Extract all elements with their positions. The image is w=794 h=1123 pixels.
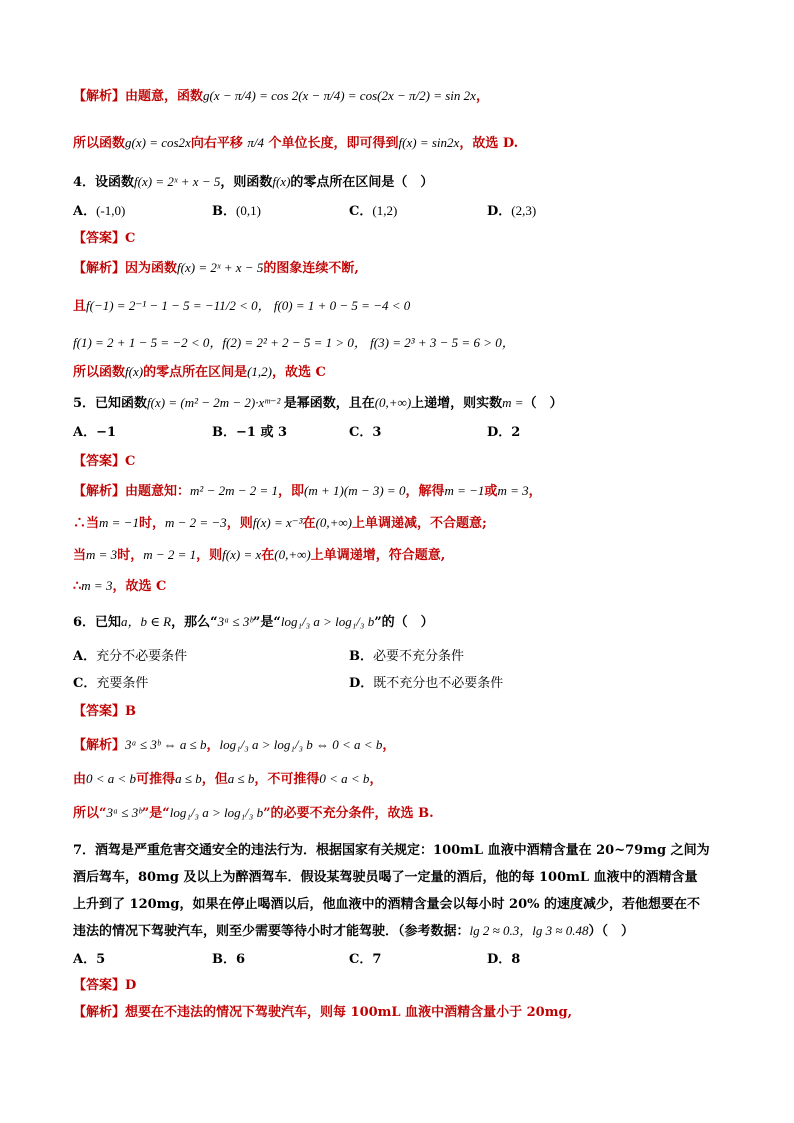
formula: g(x − π/4) = cos 2(x − π/4) = cos(2x − π/2) = sin 2x — [203, 88, 476, 103]
formula: m = 3 — [81, 578, 113, 593]
option-value: (2,3) — [511, 203, 537, 218]
text: 且 — [73, 299, 87, 314]
question-7-stem-line-1: 7．酒驾是严重危害交通安全的违法行为．根据国家有关规定：100mL 血液中酒精含量在 20~79mg 之间为 — [73, 843, 710, 858]
q6-option-b[interactable] — [349, 648, 464, 666]
formula: f(x) — [272, 174, 291, 189]
option-label: C． — [73, 676, 97, 691]
option-label: B． — [212, 204, 236, 219]
text: 个单位长度，即可得到 — [268, 136, 399, 151]
text: ，则 — [226, 516, 253, 531]
text: 由题意知： — [125, 484, 191, 499]
option-value: 5 — [96, 952, 106, 967]
punct: ， — [475, 89, 489, 104]
text: 所以“ — [73, 806, 107, 821]
option-value: (-1,0) — [96, 203, 126, 218]
q5-option-b[interactable] — [212, 424, 287, 442]
formula: 3ᵃ ≤ 3ᵇ — [217, 614, 253, 629]
option-label: D． — [487, 425, 512, 440]
text: 5．已知函数 — [73, 396, 148, 411]
text: 时， — [117, 548, 144, 563]
text: ， — [382, 738, 396, 753]
formula: m − 2 = −3 — [164, 515, 227, 530]
q4-analysis-4 — [73, 363, 326, 382]
formula: m = 3 — [86, 547, 118, 562]
analysis-tag: 【解析】 — [73, 89, 126, 104]
q6-option-d[interactable] — [349, 675, 503, 693]
formula: m = −1 — [444, 483, 485, 498]
q7-analysis-1 — [73, 1004, 572, 1022]
formula: π/4 — [247, 135, 264, 150]
formula: (0,+∞) — [274, 547, 311, 562]
text: 违法的情况下驾驶汽车，则至少需要等待小时才能驾驶．（参考数据： — [73, 924, 470, 939]
option-value: 2 — [511, 425, 521, 440]
text: 在 — [302, 516, 316, 531]
option-label: A． — [73, 204, 97, 219]
text: ， — [206, 738, 220, 753]
text: ，解得 — [405, 484, 445, 499]
question-7-stem-line-4 — [73, 922, 634, 941]
text: 当 — [73, 548, 87, 563]
text: ”的（ ） — [374, 615, 434, 630]
formula: log₁/₃ a > log₁/₃ b ⇔ 0 < a < b — [219, 737, 383, 752]
option-label: A． — [73, 952, 97, 967]
text: 想要在不违法的情况下驾驶汽车，则每 100mL 血液中酒精含量小于 20mg, — [125, 1005, 573, 1020]
q5-analysis-4 — [73, 577, 166, 596]
option-label: C． — [349, 952, 373, 967]
question-4-stem — [73, 173, 433, 192]
q4-analysis-3 — [73, 334, 515, 353]
option-value: 6 — [236, 952, 246, 967]
formula: a ≤ b — [175, 771, 202, 786]
formula: 0 < a < b — [319, 771, 370, 786]
text: ∴当 — [73, 516, 100, 531]
formula: (0,+∞) — [374, 395, 412, 410]
q6-analysis-1 — [73, 736, 395, 755]
text: 可推得 — [136, 772, 176, 787]
q6-answer: 【答案】B — [73, 704, 136, 719]
q4-analysis-1 — [73, 259, 359, 278]
q7-option-b[interactable] — [212, 951, 245, 969]
option-value: 充要条件 — [96, 676, 149, 691]
q5-option-c[interactable] — [349, 424, 381, 442]
formula: 0 < a < b — [86, 771, 137, 786]
option-value: 充分不必要条件 — [96, 649, 188, 664]
text: ，但 — [201, 772, 228, 787]
text: 上单调递增，符合题意, — [310, 548, 446, 563]
analysis-tag: 【解析】 — [73, 738, 126, 753]
text: ，故选 C — [272, 365, 326, 380]
q7-option-c[interactable] — [349, 951, 381, 969]
q4-option-b[interactable] — [212, 202, 261, 221]
q7-option-d[interactable] — [487, 951, 520, 969]
option-value: −1 — [96, 425, 117, 440]
option-label: D． — [349, 676, 374, 691]
formula: f(x) = x — [222, 547, 262, 562]
option-value: (1,2) — [372, 203, 398, 218]
formula: f(1) = 2 + 1 − 5 = −2 < 0，f(2) = 2² + 2 − 5 = 1 > 0， f(3) = 2³ + 3 − 5 = 6 > 0， — [73, 335, 515, 350]
text: 上单调递减，不合题意; — [352, 516, 487, 531]
text: ”是“ — [252, 615, 281, 630]
q4-analysis-2 — [73, 297, 410, 316]
text: 4．设函数 — [73, 175, 135, 190]
analysis-tag: 【解析】 — [73, 484, 126, 499]
question-6-stem — [73, 613, 434, 632]
formula: 3ᵃ ≤ 3ᵇ ⇔ a ≤ b — [125, 737, 207, 752]
text: ∴ — [73, 579, 82, 594]
option-label: A． — [73, 425, 97, 440]
text: 6．已知 — [73, 615, 122, 630]
text: 的零点所在区间是 — [143, 365, 248, 380]
q6-option-c[interactable] — [73, 675, 148, 693]
option-value: 3 — [372, 425, 382, 440]
formula: (1,2) — [247, 364, 272, 379]
q7-answer: 【答案】D — [73, 978, 137, 993]
formula: (m + 1)(m − 3) = 0 — [304, 483, 406, 498]
q5-option-d[interactable] — [487, 424, 520, 442]
formula: m = 3 — [497, 483, 529, 498]
formula: 3ᵃ ≤ 3ᵇ — [106, 805, 142, 820]
formula: f(x) — [125, 364, 144, 379]
text: 是幂函数，且在 — [283, 396, 375, 411]
formula: log₁/₃ a > log₁/₃ b — [280, 614, 375, 629]
option-label: A． — [73, 649, 97, 664]
option-label: C． — [349, 204, 373, 219]
formula: m = −1 — [99, 515, 139, 530]
formula: m² − 2m − 2 = 1 — [190, 483, 279, 498]
formula: f(x) = 2ˣ + x − 5 — [177, 260, 264, 275]
text: 时， — [138, 516, 165, 531]
text: ”是“ — [141, 806, 170, 821]
q6-option-a[interactable] — [73, 648, 187, 666]
formula: m − 2 = 1 — [143, 547, 197, 562]
formula: log₁/₃ a > log₁/₃ b — [169, 805, 264, 820]
option-value: (0,1) — [236, 203, 261, 218]
text: ”的必要不充分条件，故选 B. — [263, 806, 434, 821]
formula: a，b ∈ R — [121, 614, 172, 629]
option-label: D． — [487, 204, 512, 219]
text: 所以函数 — [73, 136, 126, 151]
question-5-stem — [73, 394, 563, 413]
formula: a ≤ b — [227, 771, 255, 786]
q5-option-a[interactable] — [73, 424, 116, 442]
text: 所以函数 — [73, 365, 126, 380]
text: 因为函数 — [125, 261, 178, 276]
q6-analysis-2 — [73, 770, 382, 789]
question-7-stem-line-2: 酒后驾车，80mg 及以上为醉酒驾车．假设某驾驶员喝了一定量的酒后，他的每 100mL 血液中的酒精含量 — [73, 870, 698, 885]
option-label: B． — [212, 425, 236, 440]
formula: f(−1) = 2⁻¹ − 1 − 5 = −11/2 < 0， f(0) = 1 + 0 − 5 = −4 < 0 — [86, 298, 411, 313]
text: ， — [528, 484, 542, 499]
text: 上递增，则实数 — [411, 396, 503, 411]
text: 或 — [484, 484, 498, 499]
option-value: 既不充分也不必要条件 — [373, 676, 504, 691]
option-label: D． — [487, 952, 512, 967]
text: ，则函数 — [220, 175, 273, 190]
option-value: −1 或 3 — [236, 425, 288, 440]
text: 向右平移 — [190, 136, 243, 151]
text: ，则 — [196, 548, 223, 563]
q5-analysis-1 — [73, 482, 542, 501]
text: ，那么“ — [171, 615, 218, 630]
formula: f(x) = (m² − 2m − 2)·xᵐ⁻² — [147, 395, 284, 410]
option-label: B． — [349, 649, 373, 664]
text: 在 — [261, 548, 275, 563]
option-value: 7 — [372, 952, 382, 967]
text: ，不可推得 — [254, 772, 320, 787]
q7-option-a[interactable] — [73, 951, 105, 969]
q4-option-a[interactable] — [73, 202, 125, 221]
option-value: 必要不充分条件 — [373, 649, 465, 664]
q4-option-c[interactable] — [349, 202, 397, 221]
analysis-text: 由题意，函数 — [125, 89, 204, 104]
text: （ ） — [523, 396, 563, 411]
q5-analysis-2 — [73, 514, 487, 533]
q4-option-d[interactable] — [487, 202, 536, 221]
text: ）（ ） — [588, 924, 635, 939]
formula: m = — [502, 395, 524, 410]
option-label: C． — [349, 425, 373, 440]
text: ，故选 C — [112, 579, 167, 594]
q6-analysis-3 — [73, 804, 434, 823]
text: 由 — [73, 772, 87, 787]
q5-analysis-3 — [73, 546, 445, 565]
q4-answer: 【答案】C — [73, 231, 136, 246]
formula: f(x) = sin2x — [398, 135, 460, 150]
text: ，故选 D. — [459, 136, 519, 151]
text: ，即 — [278, 484, 305, 499]
formula: f(x) = x⁻³ — [252, 515, 303, 530]
analysis-tag: 【解析】 — [73, 1005, 126, 1020]
text: ， — [369, 772, 383, 787]
text: 的图象连续不断, — [263, 261, 359, 276]
formula: (0,+∞) — [315, 515, 353, 530]
analysis-line-q3-1 — [73, 87, 489, 106]
option-label: B． — [212, 952, 236, 967]
text: 的零点所在区间是（ ） — [290, 175, 434, 190]
formula: g(x) = cos2x — [125, 135, 191, 150]
formula: f(x) = 2ˣ + x − 5 — [134, 174, 221, 189]
option-value: 8 — [511, 952, 521, 967]
formula: lg 2 ≈ 0.3，lg 3 ≈ 0.48 — [469, 923, 589, 938]
analysis-tag: 【解析】 — [73, 261, 126, 276]
question-7-stem-line-3: 上升到了 120mg，如果在停止喝酒以后，他血液中的酒精含量会以每小时 20% 的速度减少，若他想要在不 — [73, 897, 701, 912]
analysis-line-q3-2 — [73, 134, 518, 153]
q5-answer: 【答案】C — [73, 454, 136, 469]
